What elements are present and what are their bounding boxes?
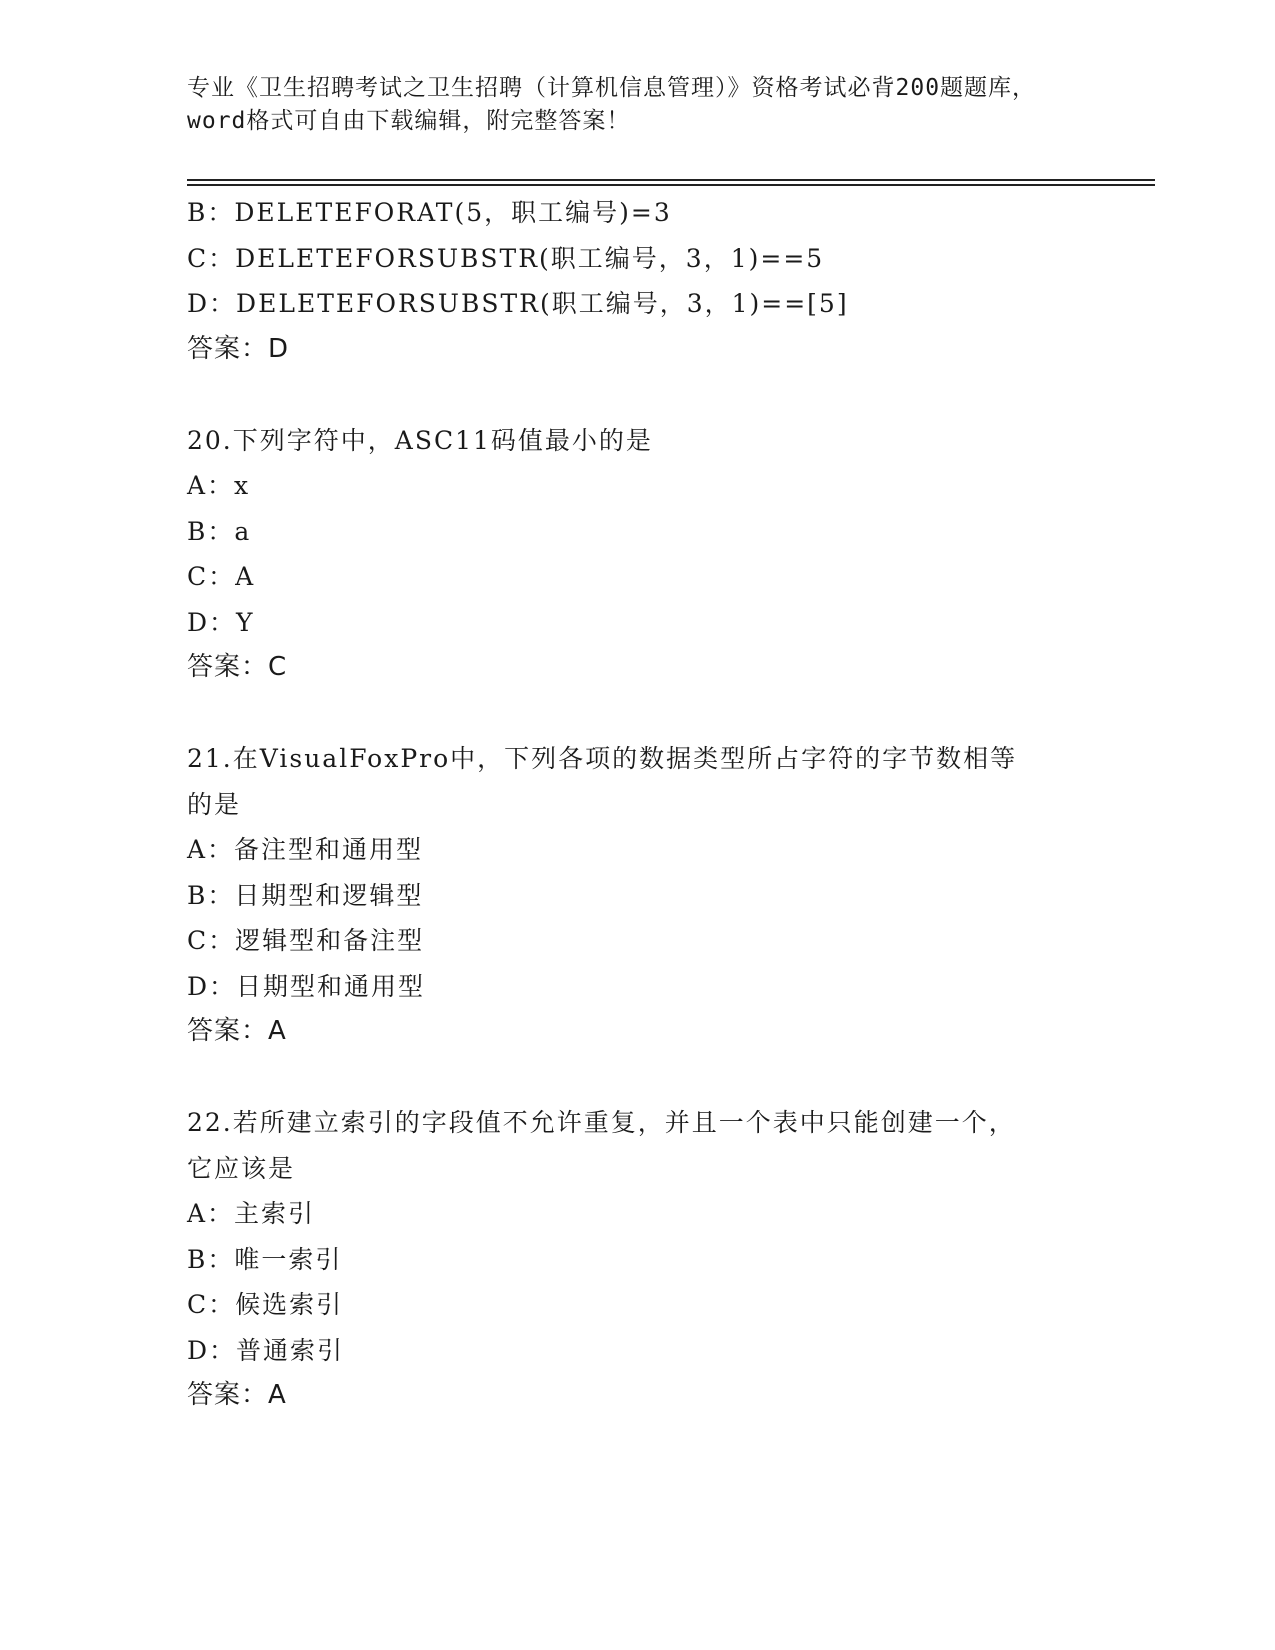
spacer	[187, 372, 1087, 418]
answer: 答案：A	[187, 1380, 287, 1410]
option-b: B：DELETEFORAT(5，职工编号)=3	[187, 198, 672, 227]
answer: 答案：A	[187, 1016, 287, 1046]
option-c: C：候选索引	[187, 1290, 344, 1319]
question-text-line-1: 22.若所建立索引的字段值不允许重复，并且一个表中只能创建一个，	[187, 1108, 1016, 1137]
header-divider-bottom	[187, 184, 1155, 186]
header-divider-top	[187, 179, 1155, 181]
question-19-tail	[187, 190, 1087, 372]
spacer	[187, 1055, 1087, 1101]
option-d: D：日期型和通用型	[187, 971, 426, 1001]
option-d: D：DELETEFORSUBSTR(职工编号，3，1)==[5]	[187, 289, 849, 318]
question-text-line-2: 的是	[187, 789, 242, 819]
question-text-line-2: 它应该是	[187, 1153, 296, 1183]
answer: 答案：C	[187, 652, 288, 682]
option-b: B：唯一索引	[187, 1244, 343, 1274]
option-c: C：DELETEFORSUBSTR(职工编号，3，1)==5	[187, 243, 825, 273]
option-a: A：主索引	[187, 1199, 316, 1228]
option-b: B：a	[187, 516, 252, 546]
header-line-2: word格式可自由下载编辑，附完整答案！	[187, 108, 631, 134]
question-list	[187, 190, 1087, 1419]
option-a: A：备注型和通用型	[187, 835, 424, 864]
option-d: D：Y	[187, 607, 255, 637]
question-22	[187, 1100, 1087, 1419]
option-c: C：逻辑型和备注型	[187, 926, 425, 955]
spacer	[187, 691, 1087, 737]
option-c: C：A	[187, 562, 256, 591]
question-text: 20.下列字符中，ASC11码值最小的是	[187, 425, 653, 455]
question-text-line-1: 21.在VisualFoxPro中，下列各项的数据类型所占字符的字节数相等	[187, 744, 1018, 773]
option-d: D：普通索引	[187, 1335, 345, 1365]
option-a: A：x	[187, 471, 251, 500]
option-b: B：日期型和逻辑型	[187, 880, 424, 910]
question-21	[187, 736, 1087, 1055]
header-line-1: 专业《卫生招聘考试之卫生招聘（计算机信息管理）》资格考试必背200题题库，	[187, 75, 1037, 101]
question-20	[187, 418, 1087, 691]
answer: 答案：D	[187, 333, 290, 364]
document-header	[187, 72, 1087, 138]
